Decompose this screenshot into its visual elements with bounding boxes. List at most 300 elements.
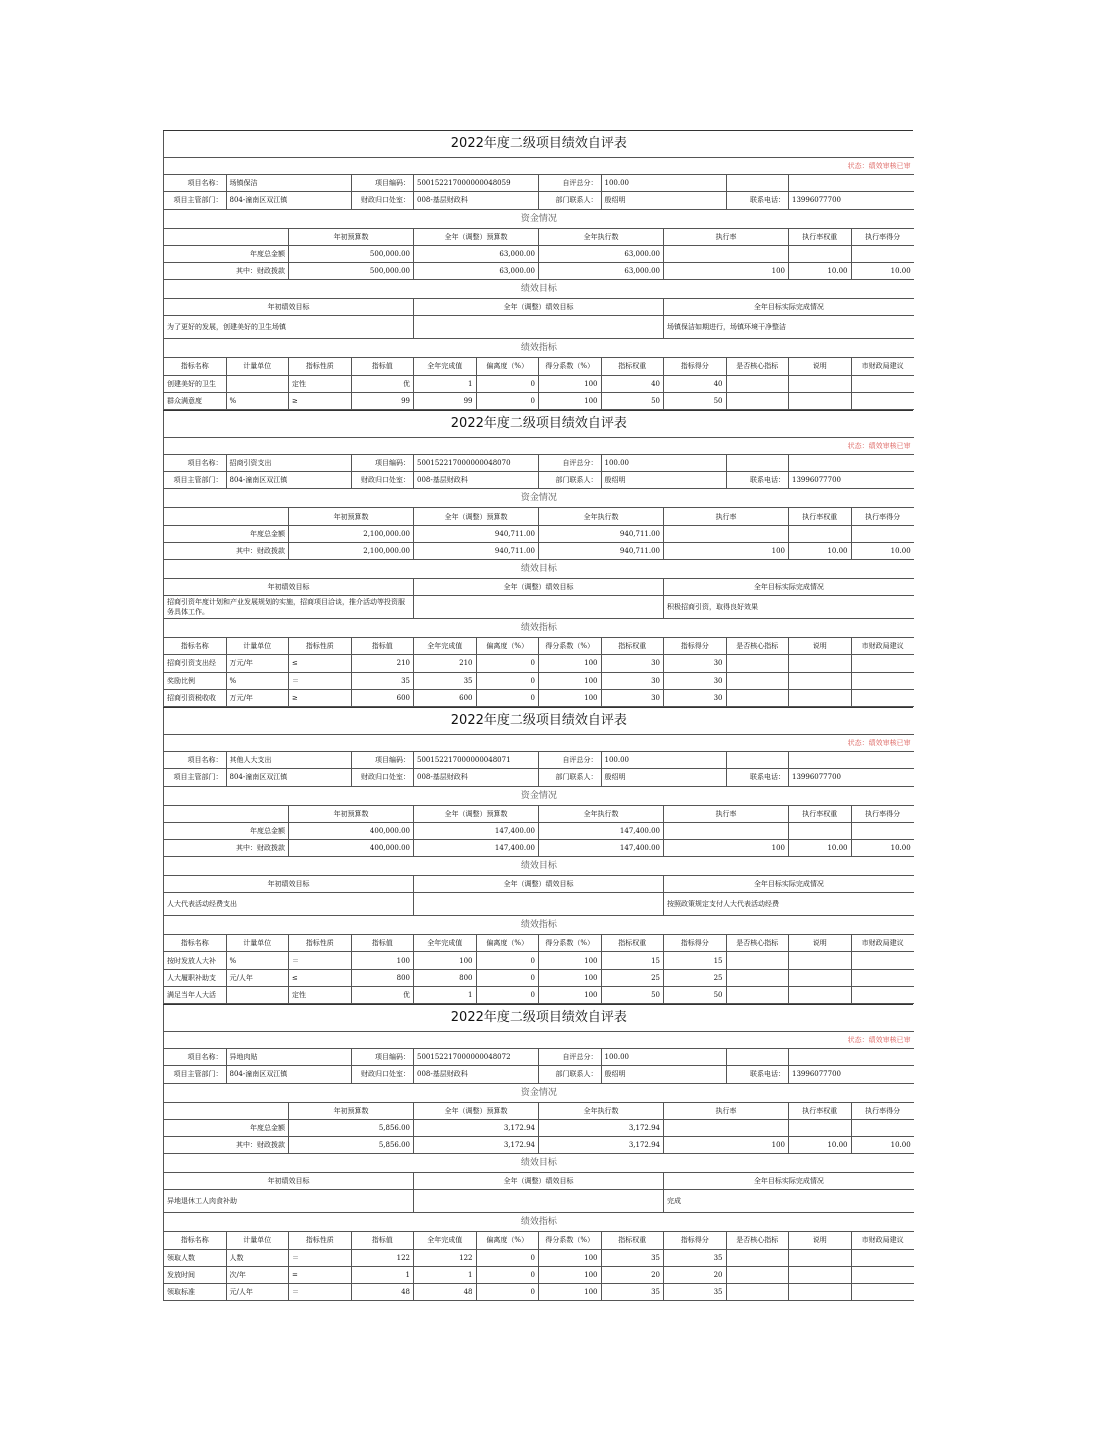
ind-unit: 元/人年	[226, 1283, 289, 1300]
ind-done: 48	[414, 1283, 477, 1300]
evaluation-form	[163, 410, 913, 707]
goal-header: 年初绩效目标	[164, 876, 414, 893]
ind-header: 偏离度（%）	[476, 638, 539, 655]
section-goal: 绩效目标	[164, 280, 914, 299]
self-score: 100.00	[601, 752, 726, 769]
section-goal: 绩效目标	[164, 857, 914, 876]
goal-header: 全年目标实际完成情况	[664, 876, 914, 893]
goal-header: 全年目标实际完成情况	[664, 299, 914, 316]
funds-adjusted: 147,400.00	[414, 839, 539, 856]
contact-label: 部门联系人：	[539, 192, 602, 209]
funds-header: 执行率得分	[851, 228, 914, 245]
section-funds: 资金情况	[164, 1083, 914, 1102]
ind-score: 30	[664, 689, 727, 706]
total-row-label: 年度总金额	[164, 245, 289, 262]
funds-initial: 500,000.00	[289, 262, 414, 279]
indicator-row	[164, 392, 914, 409]
ind-advice	[851, 952, 914, 969]
ind-score: 50	[664, 392, 727, 409]
funds-weight	[789, 822, 852, 839]
ind-coefficient: 100	[539, 392, 602, 409]
funds-adjusted: 3,172.94	[414, 1136, 539, 1153]
dept-label: 项目主管部门：	[164, 1066, 227, 1083]
ind-nature: ＝	[289, 952, 352, 969]
ind-done: 210	[414, 655, 477, 672]
funds-header: 年初预算数	[289, 228, 414, 245]
ind-header: 得分系数（%）	[539, 1232, 602, 1249]
ind-advice	[851, 969, 914, 986]
project-code: 500152217000000048071	[414, 752, 539, 769]
ind-value: 99	[351, 392, 414, 409]
ind-header: 指标权重	[601, 638, 664, 655]
ind-deviation: 0	[476, 672, 539, 689]
evaluation-sheet	[163, 130, 913, 1301]
form-title: 2022年度二级项目绩效自评表	[164, 1005, 914, 1032]
ind-core	[726, 1266, 789, 1283]
goal-actual: 场镇保洁如期进行，场镇环境干净整洁	[664, 316, 914, 339]
ind-advice	[851, 986, 914, 1003]
finance-office-label: 财政归口处室：	[351, 769, 414, 786]
ind-advice	[851, 1249, 914, 1266]
goal-header: 年初绩效目标	[164, 299, 414, 316]
funds-weight: 10.00	[789, 542, 852, 559]
indicator-row	[164, 1283, 914, 1300]
empty-cell	[164, 508, 289, 525]
project-name-label: 项目名称：	[164, 175, 227, 192]
ind-coefficient: 100	[539, 1266, 602, 1283]
ind-value: 优	[351, 986, 414, 1003]
ind-value: 48	[351, 1283, 414, 1300]
ind-deviation: 0	[476, 1266, 539, 1283]
indicator-row	[164, 952, 914, 969]
ind-header: 得分系数（%）	[539, 358, 602, 375]
goal-adjusted	[414, 316, 664, 339]
funds-weight	[789, 525, 852, 542]
goal-header: 全年目标实际完成情况	[664, 1173, 914, 1190]
ind-unit: 万元/年	[226, 689, 289, 706]
ind-header: 指标性质	[289, 638, 352, 655]
section-funds: 资金情况	[164, 209, 914, 228]
phone: 13996077700	[789, 192, 914, 209]
ind-deviation: 0	[476, 375, 539, 392]
funds-rate-score: 10.00	[851, 262, 914, 279]
project-name: 异地肉贴	[226, 1049, 351, 1066]
phone: 13996077700	[789, 472, 914, 489]
ind-header: 说明	[789, 638, 852, 655]
funds-header: 执行率	[664, 508, 789, 525]
score-label: 自评总分：	[539, 175, 602, 192]
project-code-label: 项目编码：	[351, 752, 414, 769]
section-goal: 绩效目标	[164, 560, 914, 579]
ind-done: 122	[414, 1249, 477, 1266]
ind-header: 市财政局建议	[851, 1232, 914, 1249]
ind-header: 市财政局建议	[851, 358, 914, 375]
ind-name: 领取人数	[164, 1249, 227, 1266]
funds-initial: 400,000.00	[289, 839, 414, 856]
funds-adjusted: 147,400.00	[414, 822, 539, 839]
ind-weight: 35	[601, 1249, 664, 1266]
ind-value: 122	[351, 1249, 414, 1266]
ind-header: 全年完成值	[414, 935, 477, 952]
ind-score: 50	[664, 986, 727, 1003]
ind-header: 指标性质	[289, 1232, 352, 1249]
ind-header: 指标值	[351, 638, 414, 655]
ind-done: 600	[414, 689, 477, 706]
ind-name: 满足当年人大活	[164, 986, 227, 1003]
ind-value: 35	[351, 672, 414, 689]
ind-header: 指标性质	[289, 358, 352, 375]
evaluation-table	[163, 131, 914, 410]
ind-value: 100	[351, 952, 414, 969]
dept-label: 项目主管部门：	[164, 472, 227, 489]
ind-core	[726, 1249, 789, 1266]
funds-rate: 100	[664, 262, 789, 279]
ind-score: 35	[664, 1249, 727, 1266]
project-code: 500152217000000048072	[414, 1049, 539, 1066]
ind-unit	[226, 986, 289, 1003]
ind-header: 偏离度（%）	[476, 1232, 539, 1249]
contact: 殷绍明	[601, 769, 726, 786]
ind-advice	[851, 392, 914, 409]
ind-name: 群众满意度	[164, 392, 227, 409]
ind-coefficient: 100	[539, 952, 602, 969]
project-name: 招商引资支出	[226, 455, 351, 472]
ind-coefficient: 100	[539, 969, 602, 986]
project-name-label: 项目名称：	[164, 752, 227, 769]
contact: 殷绍明	[601, 192, 726, 209]
funds-rate	[664, 245, 789, 262]
ind-note	[789, 689, 852, 706]
ind-header: 指标值	[351, 935, 414, 952]
form-title: 2022年度二级项目绩效自评表	[164, 708, 914, 735]
ind-header: 全年完成值	[414, 638, 477, 655]
project-code: 500152217000000048070	[414, 455, 539, 472]
goal-header: 全年目标实际完成情况	[664, 579, 914, 596]
project-name-label: 项目名称：	[164, 455, 227, 472]
ind-deviation: 0	[476, 969, 539, 986]
ind-nature: =	[289, 1266, 352, 1283]
ind-header: 全年完成值	[414, 358, 477, 375]
funds-header: 全年（调整）预算数	[414, 1102, 539, 1119]
ind-done: 1	[414, 375, 477, 392]
funds-adjusted: 940,711.00	[414, 542, 539, 559]
ind-unit: 万元/年	[226, 655, 289, 672]
funds-rate-score	[851, 822, 914, 839]
project-code-label: 项目编码：	[351, 1049, 414, 1066]
ind-core	[726, 392, 789, 409]
funds-weight	[789, 1119, 852, 1136]
empty-cell	[726, 175, 789, 192]
goal-header: 全年（调整）绩效目标	[414, 299, 664, 316]
ind-unit: 元/人年	[226, 969, 289, 986]
ind-header: 是否核心指标	[726, 358, 789, 375]
evaluation-form	[163, 707, 913, 1004]
ind-header: 指标性质	[289, 935, 352, 952]
ind-coefficient: 100	[539, 375, 602, 392]
section-funds: 资金情况	[164, 489, 914, 508]
funds-weight: 10.00	[789, 262, 852, 279]
ind-done: 100	[414, 952, 477, 969]
funds-initial: 2,100,000.00	[289, 542, 414, 559]
indicator-row	[164, 986, 914, 1003]
contact: 殷绍明	[601, 472, 726, 489]
ind-header: 全年完成值	[414, 1232, 477, 1249]
ind-weight: 30	[601, 655, 664, 672]
ind-header: 指标得分	[664, 935, 727, 952]
ind-core	[726, 655, 789, 672]
ind-deviation: 0	[476, 1283, 539, 1300]
ind-score: 15	[664, 952, 727, 969]
funds-rate-score: 10.00	[851, 1136, 914, 1153]
status-text: 状态：绩效审核已审	[164, 158, 914, 175]
empty-cell	[726, 752, 789, 769]
ind-nature: ＝	[289, 672, 352, 689]
ind-name: 招商引资税收收	[164, 689, 227, 706]
ind-nature: 定性	[289, 375, 352, 392]
funds-header: 全年执行数	[539, 805, 664, 822]
funds-rate: 100	[664, 542, 789, 559]
funds-rate	[664, 525, 789, 542]
ind-header: 指标得分	[664, 1232, 727, 1249]
total-row-label: 年度总金额	[164, 822, 289, 839]
funds-weight	[789, 245, 852, 262]
ind-core	[726, 672, 789, 689]
ind-unit	[226, 375, 289, 392]
funds-header: 执行率权重	[789, 508, 852, 525]
form-title: 2022年度二级项目绩效自评表	[164, 131, 914, 158]
self-score: 100.00	[601, 175, 726, 192]
section-indicators: 绩效指标	[164, 916, 914, 935]
ind-coefficient: 100	[539, 672, 602, 689]
ind-header: 市财政局建议	[851, 638, 914, 655]
funds-rate: 100	[664, 1136, 789, 1153]
contact-label: 部门联系人：	[539, 472, 602, 489]
empty-cell	[789, 175, 914, 192]
empty-cell	[164, 1102, 289, 1119]
ind-name: 按时发放人大补	[164, 952, 227, 969]
indicator-row	[164, 689, 914, 706]
ind-coefficient: 100	[539, 655, 602, 672]
self-score: 100.00	[601, 1049, 726, 1066]
goal-adjusted	[414, 893, 664, 916]
goal-header: 年初绩效目标	[164, 579, 414, 596]
ind-core	[726, 969, 789, 986]
score-label: 自评总分：	[539, 1049, 602, 1066]
evaluation-table	[163, 411, 914, 707]
ind-done: 35	[414, 672, 477, 689]
ind-weight: 25	[601, 969, 664, 986]
ind-header: 计量单位	[226, 935, 289, 952]
funds-adjusted: 3,172.94	[414, 1119, 539, 1136]
ind-done: 99	[414, 392, 477, 409]
ind-value: 210	[351, 655, 414, 672]
finance-office: 008-基层财政科	[414, 1066, 539, 1083]
funds-adjusted: 63,000.00	[414, 245, 539, 262]
funds-initial: 5,856.00	[289, 1136, 414, 1153]
ind-name: 创建美好的卫生	[164, 375, 227, 392]
funds-header: 执行率得分	[851, 508, 914, 525]
ind-deviation: 0	[476, 392, 539, 409]
funds-rate	[664, 822, 789, 839]
indicator-row	[164, 375, 914, 392]
ind-advice	[851, 1283, 914, 1300]
section-goal: 绩效目标	[164, 1154, 914, 1173]
ind-header: 说明	[789, 358, 852, 375]
dept-label: 项目主管部门：	[164, 769, 227, 786]
empty-cell	[164, 805, 289, 822]
ind-unit: %	[226, 952, 289, 969]
funds-header: 全年执行数	[539, 1102, 664, 1119]
funds-adjusted: 940,711.00	[414, 525, 539, 542]
funds-header: 年初预算数	[289, 508, 414, 525]
ind-header: 指标名称	[164, 935, 227, 952]
ind-core	[726, 986, 789, 1003]
self-score: 100.00	[601, 455, 726, 472]
funds-initial: 2,100,000.00	[289, 525, 414, 542]
ind-header: 指标权重	[601, 935, 664, 952]
goal-header: 全年（调整）绩效目标	[414, 579, 664, 596]
form-title: 2022年度二级项目绩效自评表	[164, 411, 914, 438]
funds-executed: 63,000.00	[539, 262, 664, 279]
section-indicators: 绩效指标	[164, 339, 914, 358]
funds-header: 执行率权重	[789, 228, 852, 245]
funds-header: 全年（调整）预算数	[414, 805, 539, 822]
funds-header: 年初预算数	[289, 1102, 414, 1119]
project-code-label: 项目编码：	[351, 175, 414, 192]
goal-initial: 异地退休工人肉食补助	[164, 1190, 414, 1213]
funds-rate-score	[851, 525, 914, 542]
indicator-row	[164, 1266, 914, 1283]
ind-weight: 35	[601, 1283, 664, 1300]
goal-actual: 按照政策规定支付人大代表活动经费	[664, 893, 914, 916]
ind-nature: ＝	[289, 1249, 352, 1266]
ind-deviation: 0	[476, 689, 539, 706]
ind-note	[789, 952, 852, 969]
ind-header: 指标名称	[164, 358, 227, 375]
ind-header: 说明	[789, 935, 852, 952]
ind-header: 计量单位	[226, 358, 289, 375]
ind-name: 招商引资支出经	[164, 655, 227, 672]
contact-label: 部门联系人：	[539, 1066, 602, 1083]
ind-weight: 50	[601, 392, 664, 409]
ind-name: 人大履职补助支	[164, 969, 227, 986]
funds-header: 执行率	[664, 1102, 789, 1119]
ind-header: 指标权重	[601, 358, 664, 375]
ind-note	[789, 672, 852, 689]
funds-adjusted: 63,000.00	[414, 262, 539, 279]
phone: 13996077700	[789, 769, 914, 786]
dept: 804-潼南区双江镇	[226, 192, 351, 209]
goal-adjusted	[414, 596, 664, 619]
ind-score: 20	[664, 1266, 727, 1283]
ind-header: 指标名称	[164, 638, 227, 655]
ind-header: 偏离度（%）	[476, 935, 539, 952]
ind-note	[789, 1283, 852, 1300]
goal-initial: 招商引资年度计划和产业发展规划的实施，招商项目洽谈，推介活动等投资服务具体工作。	[164, 596, 414, 619]
ind-value: 1	[351, 1266, 414, 1283]
funds-header: 执行率得分	[851, 805, 914, 822]
ind-header: 是否核心指标	[726, 935, 789, 952]
status-text: 状态：绩效审核已审	[164, 437, 914, 454]
ind-score: 30	[664, 655, 727, 672]
dept: 804-潼南区双江镇	[226, 1066, 351, 1083]
dept: 804-潼南区双江镇	[226, 769, 351, 786]
project-name: 场镇保洁	[226, 175, 351, 192]
ind-nature: ＝	[289, 1283, 352, 1300]
funds-executed: 940,711.00	[539, 525, 664, 542]
project-name-label: 项目名称：	[164, 1049, 227, 1066]
fin-row-label: 其中：财政拨款	[164, 542, 289, 559]
dept-label: 项目主管部门：	[164, 192, 227, 209]
funds-header: 全年执行数	[539, 228, 664, 245]
fin-row-label: 其中：财政拨款	[164, 262, 289, 279]
ind-header: 指标得分	[664, 358, 727, 375]
ind-header: 偏离度（%）	[476, 358, 539, 375]
ind-note	[789, 986, 852, 1003]
ind-note	[789, 655, 852, 672]
ind-header: 是否核心指标	[726, 1232, 789, 1249]
goal-header: 年初绩效目标	[164, 1173, 414, 1190]
ind-nature: ≥	[289, 392, 352, 409]
ind-weight: 30	[601, 689, 664, 706]
funds-header: 执行率得分	[851, 1102, 914, 1119]
ind-weight: 40	[601, 375, 664, 392]
goal-adjusted	[414, 1190, 664, 1213]
funds-header: 全年（调整）预算数	[414, 228, 539, 245]
ind-score: 35	[664, 1283, 727, 1300]
ind-unit: %	[226, 672, 289, 689]
ind-header: 指标名称	[164, 1232, 227, 1249]
goal-actual: 完成	[664, 1190, 914, 1213]
ind-header: 得分系数（%）	[539, 935, 602, 952]
finance-office-label: 财政归口处室：	[351, 1066, 414, 1083]
score-label: 自评总分：	[539, 752, 602, 769]
ind-score: 30	[664, 672, 727, 689]
ind-note	[789, 392, 852, 409]
indicator-row	[164, 1249, 914, 1266]
ind-header: 指标值	[351, 1232, 414, 1249]
ind-header: 得分系数（%）	[539, 638, 602, 655]
ind-deviation: 0	[476, 952, 539, 969]
funds-rate-score	[851, 245, 914, 262]
funds-weight: 10.00	[789, 1136, 852, 1153]
ind-core	[726, 689, 789, 706]
project-code-label: 项目编码：	[351, 455, 414, 472]
phone-label: 联系电话：	[726, 1066, 789, 1083]
funds-initial: 500,000.00	[289, 245, 414, 262]
ind-header: 指标值	[351, 358, 414, 375]
score-label: 自评总分：	[539, 455, 602, 472]
funds-header: 全年执行数	[539, 508, 664, 525]
goal-header: 全年（调整）绩效目标	[414, 876, 664, 893]
ind-unit: 次/年	[226, 1266, 289, 1283]
finance-office-label: 财政归口处室：	[351, 192, 414, 209]
ind-advice	[851, 375, 914, 392]
ind-weight: 30	[601, 672, 664, 689]
contact: 殷绍明	[601, 1066, 726, 1083]
ind-nature: ≤	[289, 655, 352, 672]
finance-office-label: 财政归口处室：	[351, 472, 414, 489]
funds-header: 执行率权重	[789, 1102, 852, 1119]
funds-header: 年初预算数	[289, 805, 414, 822]
finance-office: 008-基层财政科	[414, 769, 539, 786]
dept: 804-潼南区双江镇	[226, 472, 351, 489]
funds-header: 执行率	[664, 805, 789, 822]
evaluation-form	[163, 130, 913, 410]
total-row-label: 年度总金额	[164, 1119, 289, 1136]
empty-cell	[726, 455, 789, 472]
finance-office: 008-基层财政科	[414, 192, 539, 209]
